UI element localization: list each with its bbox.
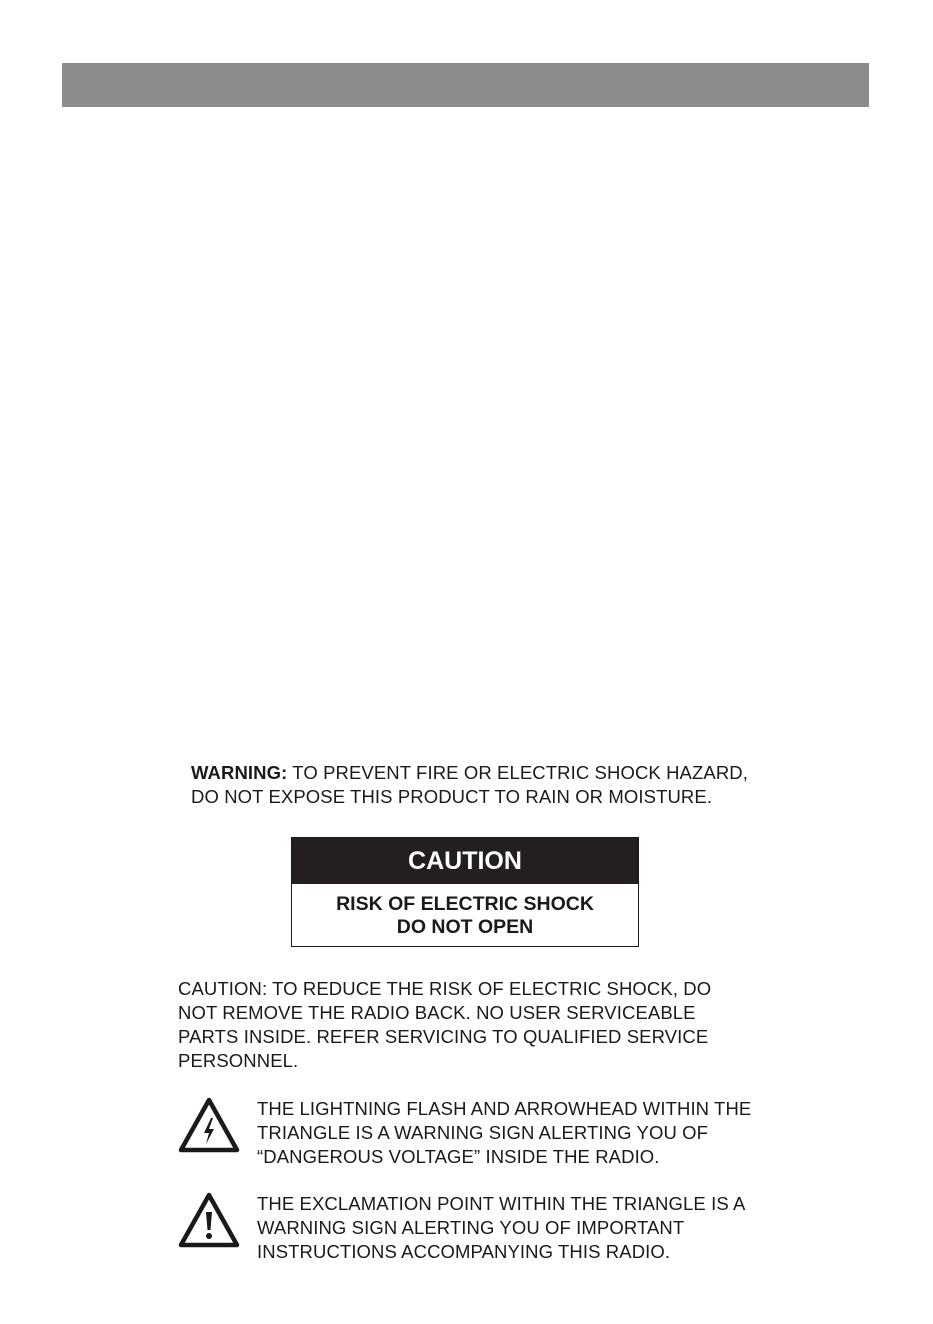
lightning-notice-line: TRIANGLE IS A WARNING SIGN ALERTING YOU OF	[257, 1122, 709, 1143]
lightning-notice-line: “DANGEROUS VOLTAGE” INSIDE THE RADIO.	[257, 1146, 660, 1167]
caution-box-title: CAUTION	[292, 838, 638, 884]
exclamation-notice-line: WARNING SIGN ALERTING YOU OF IMPORTANT	[257, 1217, 685, 1238]
warning-label: WARNING:	[191, 762, 288, 783]
exclamation-warning-triangle-icon	[178, 1192, 240, 1248]
caution-box-body	[292, 884, 638, 939]
lightning-notice	[257, 1097, 751, 1169]
exclamation-notice-line: INSTRUCTIONS ACCOMPANYING THIS RADIO.	[257, 1241, 671, 1262]
warning-line-1: TO PREVENT FIRE OR ELECTRIC SHOCK HAZARD,	[287, 762, 748, 783]
caution-paragraph	[178, 977, 711, 1073]
caution-paragraph-line: CAUTION: TO REDUCE THE RISK OF ELECTRIC SHOCK, DO	[178, 978, 712, 999]
caution-paragraph-line: PARTS INSIDE. REFER SERVICING TO QUALIFIED SERVICE	[178, 1026, 709, 1047]
header-bar	[62, 63, 869, 107]
lightning-notice-line: THE LIGHTNING FLASH AND ARROWHEAD WITHIN THE	[257, 1098, 752, 1119]
caution-box-line-1: RISK OF ELECTRIC SHOCK	[336, 893, 594, 915]
caution-paragraph-line: NOT REMOVE THE RADIO BACK. NO USER SERVICEABLE	[178, 1002, 696, 1023]
warning-line-2: DO NOT EXPOSE THIS PRODUCT TO RAIN OR MOISTURE.	[191, 786, 713, 807]
warning-notice	[191, 761, 748, 809]
caution-paragraph-line: PERSONNEL.	[178, 1050, 299, 1071]
exclamation-notice	[257, 1192, 745, 1264]
caution-box	[291, 837, 639, 947]
caution-box-line-2: DO NOT OPEN	[396, 916, 534, 938]
lightning-warning-triangle-icon	[178, 1097, 240, 1153]
exclamation-notice-line: THE EXCLAMATION POINT WITHIN THE TRIANGLE IS A	[257, 1193, 746, 1214]
